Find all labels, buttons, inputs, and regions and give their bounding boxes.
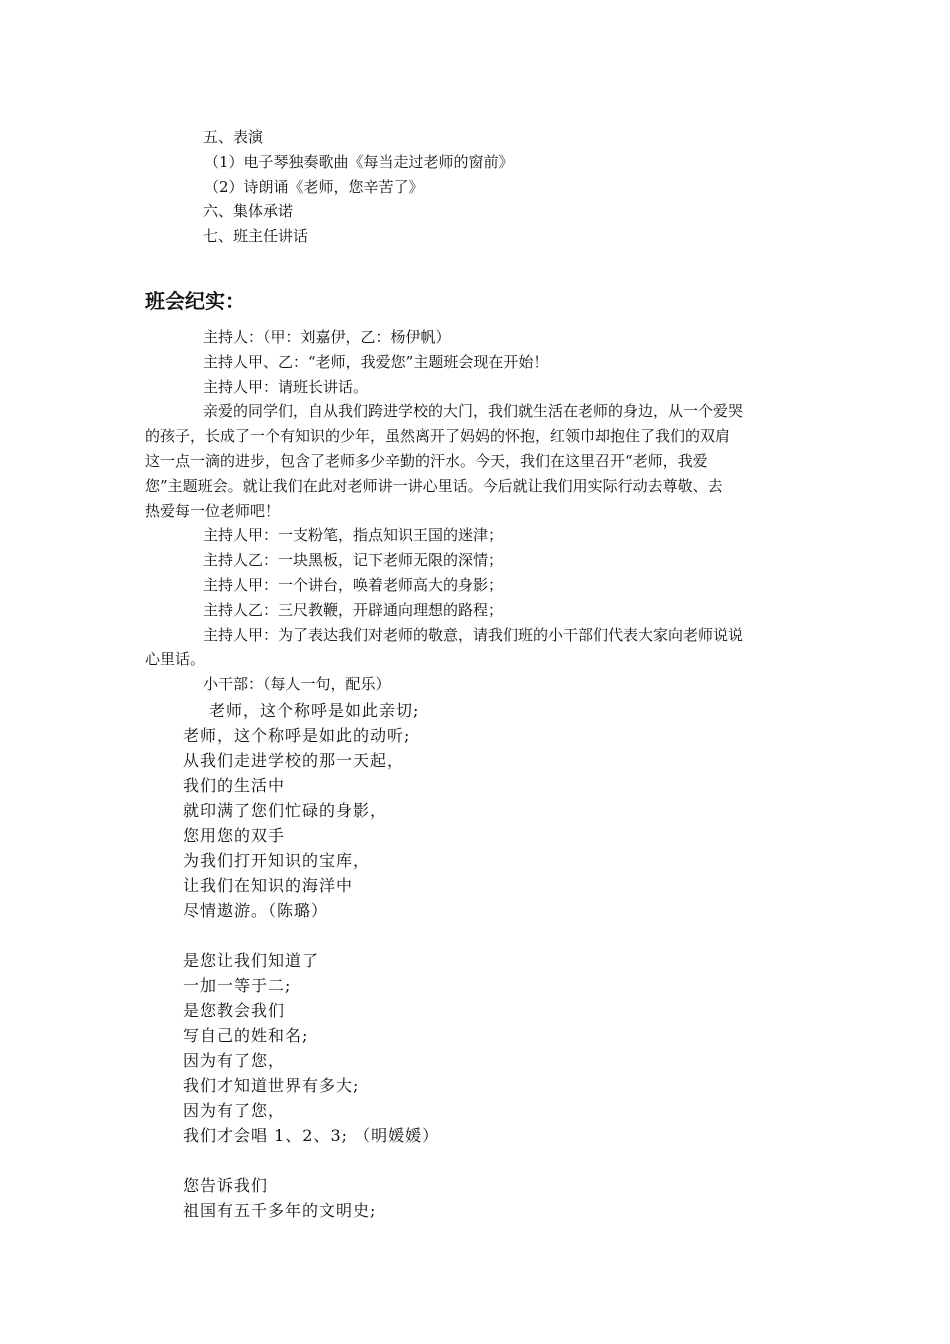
poem-line: 祖国有五千多年的文明史; bbox=[183, 1201, 377, 1220]
poem-line: 我们才会唱 1、2、3; （明媛媛） bbox=[183, 1126, 440, 1145]
agenda-item: （1）电子琴独奏歌曲《每当走过老师的窗前》 bbox=[204, 152, 514, 171]
speech-line: 热爱每一位老师吧！ bbox=[145, 501, 281, 520]
host-dialogue-line: 主持人乙：三尺教鞭，开辟通向理想的路程； bbox=[203, 600, 504, 619]
poem-line: 老师，这个称呼是如此亲切; bbox=[209, 701, 420, 720]
speech-line: 您”主题班会。就让我们在此对老师讲一讲心里话。今后就让我们用实际行动去尊敬、去 bbox=[145, 476, 723, 495]
host-dialogue-line: 主持人甲：一支粉笔，指点知识王国的迷津； bbox=[203, 526, 504, 545]
poem-line: 是您让我们知道了 bbox=[183, 951, 320, 970]
poem-line: 是您教会我们 bbox=[183, 1001, 286, 1020]
invite-line: 主持人甲：请班长讲话。 bbox=[203, 377, 369, 396]
host-dialogue-line: 主持人甲：一个讲台，唤着老师高大的身影； bbox=[203, 575, 504, 594]
poem bbox=[183, 698, 439, 1223]
poem-line: 您用您的双手 bbox=[183, 826, 286, 845]
stanza-break bbox=[183, 1148, 439, 1173]
meeting-record bbox=[145, 325, 807, 697]
poem-line: 就印满了您们忙碌的身影， bbox=[183, 801, 388, 820]
section-title: 班会纪实： bbox=[145, 289, 245, 313]
poem-line: 为我们打开知识的宝库， bbox=[183, 851, 371, 870]
agenda-item: （2）诗朗诵《老师，您辛苦了》 bbox=[204, 177, 424, 196]
poem-line: 因为有了您， bbox=[183, 1101, 286, 1120]
poem-line: 让我们在知识的海洋中 bbox=[183, 876, 354, 895]
agenda-item: 五、表演 bbox=[203, 128, 264, 146]
poem-line: 因为有了您， bbox=[183, 1051, 286, 1070]
closing-line: 主持人甲：为了表达我们对老师的敬意，请我们班的小干部们代表大家向老师说说 bbox=[203, 625, 744, 644]
poem-line: 老师，这个称呼是如此的动听; bbox=[183, 726, 411, 745]
cadres-line: 小干部：（每人一句，配乐） bbox=[203, 675, 391, 694]
poem-line: 尽情遨游。（陈璐） bbox=[183, 901, 329, 920]
agenda-item: 六、集体承诺 bbox=[203, 202, 294, 221]
poem-line: 一加一等于二; bbox=[183, 976, 292, 995]
stanza-break bbox=[183, 923, 439, 948]
host-line: 主持人：（甲：刘嘉伊，乙：杨伊帆） bbox=[203, 328, 451, 346]
agenda-item: 七、班主任讲话 bbox=[203, 227, 309, 246]
poem-line: 您告诉我们 bbox=[183, 1176, 269, 1195]
poem-line: 我们才知道世界有多大; bbox=[183, 1076, 360, 1095]
speech-line: 这一点一滴的进步，包含了老师多少辛勤的汗水。今天，我们在这里召开“老师，我爱 bbox=[145, 451, 708, 470]
speech-line: 的孩子，长成了一个有知识的少年，虽然离开了妈妈的怀抱，红领巾却抱住了我们的双肩 bbox=[145, 427, 731, 446]
agenda-list bbox=[203, 125, 514, 249]
host-dialogue-line: 主持人乙：一块黑板，记下老师无限的深情； bbox=[203, 551, 504, 570]
poem-line: 写自己的姓和名; bbox=[183, 1026, 309, 1045]
closing-line: 心里话。 bbox=[145, 650, 206, 669]
closing-paragraph bbox=[145, 623, 807, 673]
poem-line: 我们的生活中 bbox=[183, 776, 286, 795]
monitor-speech bbox=[145, 399, 807, 523]
opening-line: 主持人甲、乙：“老师，我爱您”主题班会现在开始！ bbox=[203, 352, 549, 371]
speech-line: 亲爱的同学们，自从我们跨进学校的大门，我们就生活在老师的身边，从一个爱哭 bbox=[203, 402, 744, 421]
poem-line: 从我们走进学校的那一天起， bbox=[183, 751, 405, 770]
